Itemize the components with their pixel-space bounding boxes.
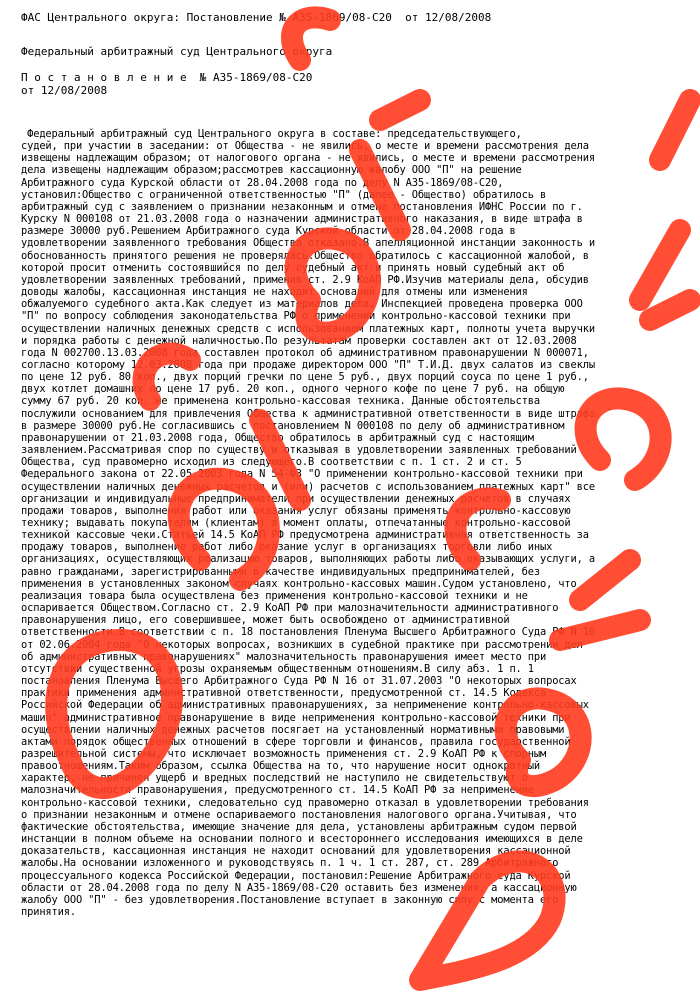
decision-body: Федеральный арбитражный суд Центрального округа в составе: председательствующего, судей, при участии в заседании: от Общества - не явились, о месте и времени рассмотрения дела извещены надлежащим образом; от налогового органа - не явились, о месте и времени рассмотрения дела извещены надлежащим образом;рассмотрев кассационную жалобу ООО "П" на решение Арбитражного суда Курской области от 28.04.2008 года по делу N А35-1869/08-С20, установил:Общество с ограниченной ответственностью "П" (далее - Общество) обратилось в арбитражный суд с заявлением о признании незаконным и отмене постановления ИФНС России по г. Курску N 000108 от 21.03.2008 года о назначении административного наказания, в виде штрафа в размере 30000 руб.Решением Арбитражного суда Курской области от 28.04.2008 года в удовлетворении заявленного требования Общества отказано.В апелляционной инстанции законность и обоснованность принятого решения не проверялась.Общество обратилось с кассационной жалобой, в которой просит отменить состоявшийся по делу судебный акт и принять новый судебный акт об удовлетворении заявленных требований, применив ст. 2.9 КоАП РФ.Изучив материалы дела, обсудив доводы жалобы, кассационная инстанция не находит оснований для отмены или изменения обжалуемого судебного акта.Как следует из материалов дела, Инспекцией проведена проверка ООО "П" по вопросу соблюдения законодательства РФ о применении контрольно-кассовой техники при осуществлении наличных денежных средств с использованием платежных карт, полноты учета выручки и порядка работы с денежной наличностью.По результатам проверки составлен акт от 12.03.2008 года N 002700.13.03.2008 года составлен протокол об административном правонарушении N 000071, согласно которому 12.03.2008 года при продаже директором ООО "П" Т.И.Д. двух салатов из свеклы по цене 12 руб. 80 коп., двух порций гречки по цене 5 руб., двух порций соуса по цене 1 руб., двух котлет домашних по цене 17 руб. 20 коп., одного черного кофе по цене 7 руб. на общую сумму 67 руб. 20 коп. не применена контрольно-кассовая техника. Данные обстоятельства послужили основанием для привлечения Общества к административной ответственности в виде штрафа в размере 30000 руб.Не согласившись с постановлением N 000108 по делу об административном правонарушении от 21.03.2008 года, Общество обратилось в арбитражный суд с настоящим заявлением.Рассматривая спор по существу и отказывая в удовлетворении заявленных требований Общества, суд правомерно исходил из следующего.В соответствии с п. 1 ст. 2 и ст. 5 Федерального закона от 22.05.2003 года N 54-ФЗ "О применении контрольно-кассовой техники при осуществлении наличных денежных расчетов и (или) расчетов с использованием платежных карт" все организации и индивидуальные предприниматели при осуществлении денежных расчетов в случаях продажи товаров, выполнения работ или оказания услуг обязаны применять контрольно-кассовую технику; выдавать покупателям (клиентам) в момент оплаты, отпечатанные контрольно-кассовой техникой кассовые чеки.Статьей 14.5 КоАП РФ предусмотрена административная ответственность за продажу товаров, выполнение работ либо оказание услуг в организациях торговли либо иных организациях, осуществляющих реализацию товаров, выполняющих работы либо оказывающих услуги, а равно гражданами, зарегистрированными в качестве индивидуальных предпринимателей, без применения в установленных законом случаях контрольно-кассовых машин.Судом установлено, что реализация товара была осуществлена без применения контрольно-кассовой техники и не оспаривается Обществом.Согласно ст. 2.9 КоАП РФ при малозначительности административного правонарушения лицо, его совершившее, может быть освобождено от административной ответственности.В соответствии с п. 18 постановления Пленума Высшего Арбитражного Суда РФ N 10 от 02.06.2004 года "О некоторых вопросах, возникших в судебной практике при рассмотрении дел об административных правонарушениях" малозначительность правонарушения имеет место при отсутствии существенной угрозы охраняемым общественным отношениям.В силу абз. 1 п. 1 постановления Пленума Высшего Арбитражного Суда РФ N 16 от 31.07.2003 "О некоторых вопросах практики применения административной ответственности, предусмотренной ст. 14.5 Кодекса Российской Федерации об административных правонарушениях, за неприменение контрольно-кассовых машин" административное правонарушение в виде неприменения контрольно-кассовой техники при осуществлении наличных денежных расчетов посягает на установленный нормативными правовыми актами порядок общественных отношений в сфере торговли и финансов, правила государственной разрешительной системы, что исключает возможность применения ст. 2.9 КоАП РФ к спорным правоотношениям.Таким образом, ссылка Общества на то, что нарушение носит однократный характер, не причинен ущерб и вредных последствий не наступило не свидетельствуют о малозначительности правонарушения, предусмотренного ст. 14.5 КоАП РФ за неприменение контрольно-кассовой техники, следовательно суд правомерно отказал в удовлетворении требования о признании незаконным и отмене оспариваемого постановления налогового органа.Учитывая, что фактические обстоятельства, имеющие значение для дела, установлены арбитражным судом первой инстанции в полном объеме на основании полного и всестороннего исследования имеющихся в деле доказательств, кассационная инстанция не находит оснований для удовлетворения кассационной жалобы.На основании изложенного и руководствуясь п. 1 ч. 1 ст. 287, ст. 289 Арбитражного процессуального кодекса Российской Федерации, постановил:Решение Арбитражного суда Курской области от 28.04.2008 года по делу N А35-1869/08-С20 оставить без изменения, а кассационную жалобу ООО "П" - без удовлетворения.Постановление вступает в законную силу с момента его принятия. [21,128,595,918]
decision-title: П о с т а н о в л е н и е № А35-1869/08-С20 [21,71,313,84]
court-name: Федеральный арбитражный суд Центрального округа [21,45,333,58]
document-header: ФАС Центрального округа: Постановление № А35-1869/08-С20 от 12/08/2008 [21,11,492,24]
decision-date: от 12/08/2008 [21,84,108,97]
